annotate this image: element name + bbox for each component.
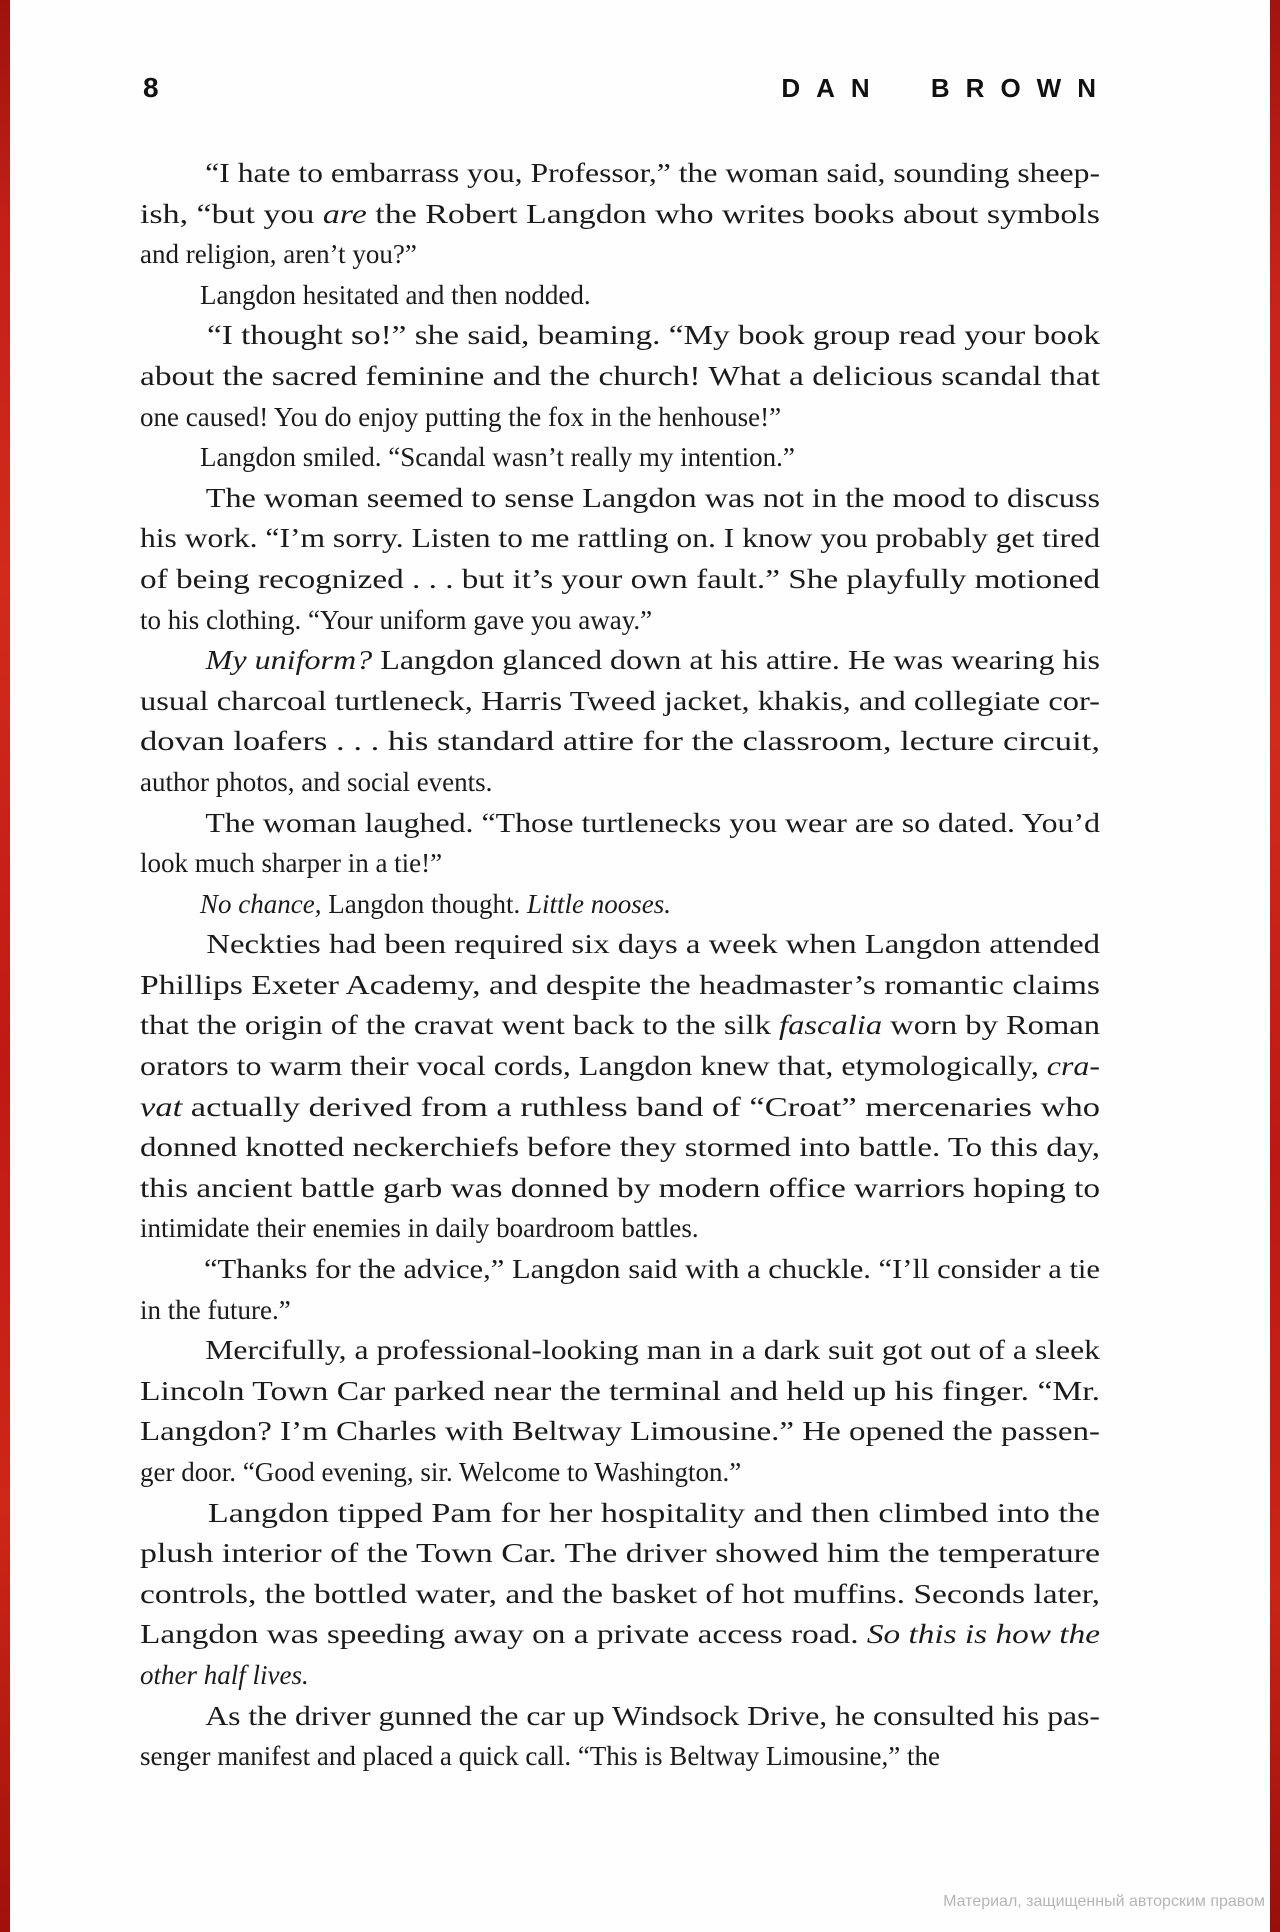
text-line: other half lives.	[140, 1659, 309, 1690]
text-line: plush interior of the Town Car. The driver showed him the temperature	[140, 1538, 1100, 1569]
text-line: and religion, aren’t you?”	[140, 239, 417, 270]
text-line: dovan loafers . . . his standard attire for the classroom, lecture circuit,	[140, 726, 1100, 757]
text-line: Langdon? I’m Charles with Beltway Limousine.” He opened the passen-	[140, 1416, 1100, 1447]
text-line: Langdon smiled. “Scandal wasn’t really my intention.”	[200, 442, 795, 473]
paragraph	[140, 315, 1100, 437]
text-line: senger manifest and placed a quick call. “This is Beltway Limousine,” the	[140, 1741, 940, 1772]
text-line: this ancient battle garb was donned by modern office warriors hoping to	[140, 1172, 1100, 1203]
text-line: My uniform? Langdon glanced down at his attire. He was wearing his	[205, 645, 1100, 676]
text-line: ger door. “Good evening, sir. Welcome to Washington.”	[140, 1457, 742, 1487]
page-edge-red-right	[1270, 0, 1280, 1932]
paragraph	[140, 275, 1100, 316]
text-line: “Thanks for the advice,” Langdon said with a chuckle. “I’ll consider a tie	[203, 1254, 1101, 1285]
page-number: 8	[143, 72, 159, 103]
paragraph	[140, 1330, 1100, 1492]
text-line: author photos, and social events.	[140, 766, 493, 797]
text-line: of being recognized . . . but it’s your own fault.” She playfully motioned	[140, 563, 1100, 594]
text-line: Langdon tipped Pam for her hospitality and then climbed into the	[207, 1497, 1101, 1528]
paragraph	[140, 478, 1100, 640]
text-line: Mercifully, a professional-looking man in a dark suit got out of a sleek	[205, 1335, 1101, 1366]
text-line: in the future.”	[140, 1294, 291, 1325]
paragraph	[140, 1696, 1100, 1777]
text-line: The woman laughed. “Those turtlenecks you wear are so dated. You’d	[205, 807, 1101, 838]
text-line: Neckties had been required six days a week when Langdon attended	[206, 929, 1100, 960]
paragraph	[140, 803, 1100, 884]
text-line: controls, the bottled water, and the basket of hot muffins. Seconds later,	[140, 1578, 1100, 1609]
text-line: Langdon hesitated and then nodded.	[200, 279, 591, 310]
text-line: donned knotted neckerchiefs before they stormed into battle. To this day,	[140, 1132, 1100, 1163]
paragraph	[140, 437, 1100, 478]
text-line: “I hate to embarrass you, Professor,” the woman said, sounding sheep-	[205, 158, 1101, 188]
text-line: As the driver gunned the car up Windsock Drive, he consulted his pas-	[205, 1700, 1100, 1731]
paragraph	[140, 1249, 1100, 1330]
text-line: usual charcoal turtleneck, Harris Tweed jacket, khakis, and collegiate cor-	[140, 685, 1100, 716]
running-header-author: DAN BROWN	[781, 73, 1112, 103]
text-line: Langdon was speeding away on a private access road. So this is how the	[140, 1619, 1100, 1650]
text-line: orators to warm their vocal cords, Langdon knew that, etymologically, cra-	[140, 1051, 1100, 1082]
paragraph	[140, 640, 1100, 802]
running-header	[143, 72, 1112, 104]
paragraph	[140, 924, 1100, 1249]
text-line: vat actually derived from a ruthless band of “Croat” mercenaries who	[140, 1091, 1100, 1122]
text-line: about the sacred feminine and the church! What a delicious scandal that	[140, 360, 1100, 391]
text-line: to his clothing. “Your uniform gave you away.”	[140, 604, 653, 635]
page-edge-red-left	[0, 0, 10, 1932]
text-line: No chance, Langdon thought. Little nooses.	[200, 888, 671, 919]
text-line: look much sharper in a tie!”	[140, 848, 443, 879]
text-line: his work. “I’m sorry. Listen to me rattling on. I know you probably get tired	[140, 523, 1100, 554]
paragraph	[140, 1493, 1100, 1696]
text-line: Lincoln Town Car parked near the terminal and held up his finger. “Mr.	[140, 1375, 1100, 1406]
copyright-watermark: Материал, защищенный авторским правом	[943, 1893, 1265, 1910]
text-line: one caused! You do enjoy putting the fox in the henhouse!”	[140, 401, 782, 432]
text-line: Phillips Exeter Academy, and despite the headmaster’s romantic claims	[140, 969, 1100, 1000]
paragraph	[140, 884, 1100, 925]
text-line: The woman seemed to sense Langdon was not in the mood to discuss	[205, 482, 1100, 513]
paragraph	[140, 153, 1100, 275]
text-line: ish, “but you are the Robert Langdon who writes books about symbols	[140, 198, 1100, 229]
text-line: that the origin of the cravat went back to the silk fascalia worn by Roman	[140, 1010, 1100, 1041]
text-line: intimidate their enemies in daily boardroom battles.	[140, 1213, 699, 1244]
text-line: “I thought so!” she said, beaming. “My book group read your book	[206, 320, 1100, 351]
page-body	[140, 153, 1100, 1777]
